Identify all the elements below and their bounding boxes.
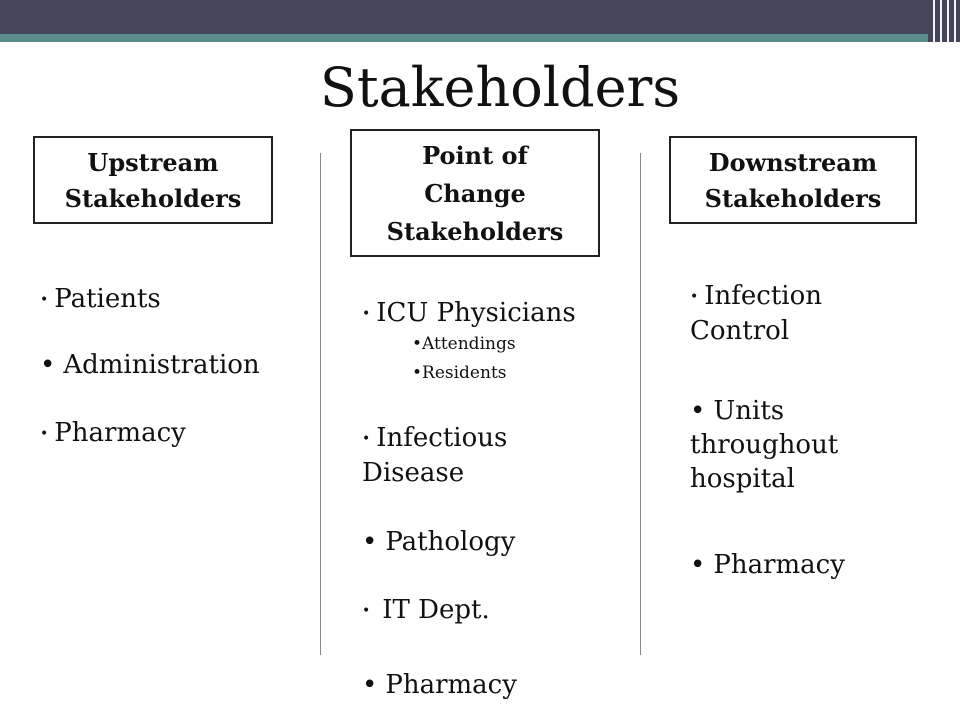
item-text: Units bbox=[713, 396, 785, 426]
item-text: Disease bbox=[362, 458, 465, 488]
list-item bbox=[40, 282, 161, 317]
top-accent-band bbox=[0, 34, 960, 42]
header-line: Point of bbox=[422, 141, 528, 170]
bullet: • bbox=[412, 363, 423, 383]
item-text: Control bbox=[690, 316, 790, 346]
bullet: • bbox=[362, 306, 371, 322]
header-line: Upstream bbox=[87, 148, 219, 177]
item-text: Pathology bbox=[385, 527, 516, 557]
list-item bbox=[362, 593, 490, 628]
bullet: • bbox=[362, 603, 371, 619]
header-line: Stakeholders bbox=[704, 184, 882, 213]
item-text: Infectious bbox=[376, 423, 508, 453]
list-item bbox=[40, 416, 186, 451]
bullet: • bbox=[362, 431, 371, 447]
upstream-header bbox=[33, 136, 273, 224]
item-text: throughout bbox=[690, 430, 839, 460]
column-divider bbox=[640, 153, 641, 655]
header-line: Change bbox=[424, 179, 526, 208]
item-text: Pharmacy bbox=[713, 550, 845, 580]
bullet: • bbox=[690, 550, 706, 580]
list-item bbox=[40, 348, 260, 382]
header-line: Downstream bbox=[708, 148, 878, 177]
sub-item bbox=[412, 334, 516, 354]
header-line: Stakeholders bbox=[386, 217, 564, 246]
bullet: • bbox=[40, 426, 49, 442]
downstream-header bbox=[669, 136, 917, 224]
point-of-change-header bbox=[350, 129, 600, 257]
item-text: Administration bbox=[63, 350, 260, 380]
bullet: • bbox=[362, 527, 378, 557]
top-band bbox=[0, 0, 960, 34]
list-item bbox=[690, 394, 838, 496]
bullet: • bbox=[362, 670, 378, 700]
list-item bbox=[362, 421, 507, 490]
list-item bbox=[362, 668, 517, 702]
item-text: Pharmacy bbox=[54, 418, 186, 448]
item-text: Residents bbox=[422, 363, 507, 383]
bullet: • bbox=[690, 396, 706, 426]
sub-item bbox=[412, 363, 507, 383]
item-text: ICU Physicians bbox=[376, 298, 576, 328]
list-item bbox=[690, 279, 822, 348]
list-item bbox=[690, 548, 845, 582]
bullet: • bbox=[412, 334, 423, 354]
list-item bbox=[362, 296, 576, 331]
list-item bbox=[362, 525, 515, 559]
item-text: Patients bbox=[54, 284, 161, 314]
item-text: Pharmacy bbox=[385, 670, 517, 700]
band-stripes bbox=[928, 0, 960, 42]
band-highlight bbox=[570, 44, 890, 47]
item-text: Attendings bbox=[422, 334, 516, 354]
item-text: hospital bbox=[690, 464, 795, 494]
bullet: • bbox=[690, 289, 699, 305]
slide-title: Stakeholders bbox=[319, 56, 681, 119]
bullet: • bbox=[40, 292, 49, 308]
item-text: IT Dept. bbox=[382, 595, 490, 625]
item-text: Infection bbox=[704, 281, 823, 311]
bullet: • bbox=[40, 350, 56, 380]
header-line: Stakeholders bbox=[64, 184, 242, 213]
column-divider bbox=[320, 153, 321, 655]
